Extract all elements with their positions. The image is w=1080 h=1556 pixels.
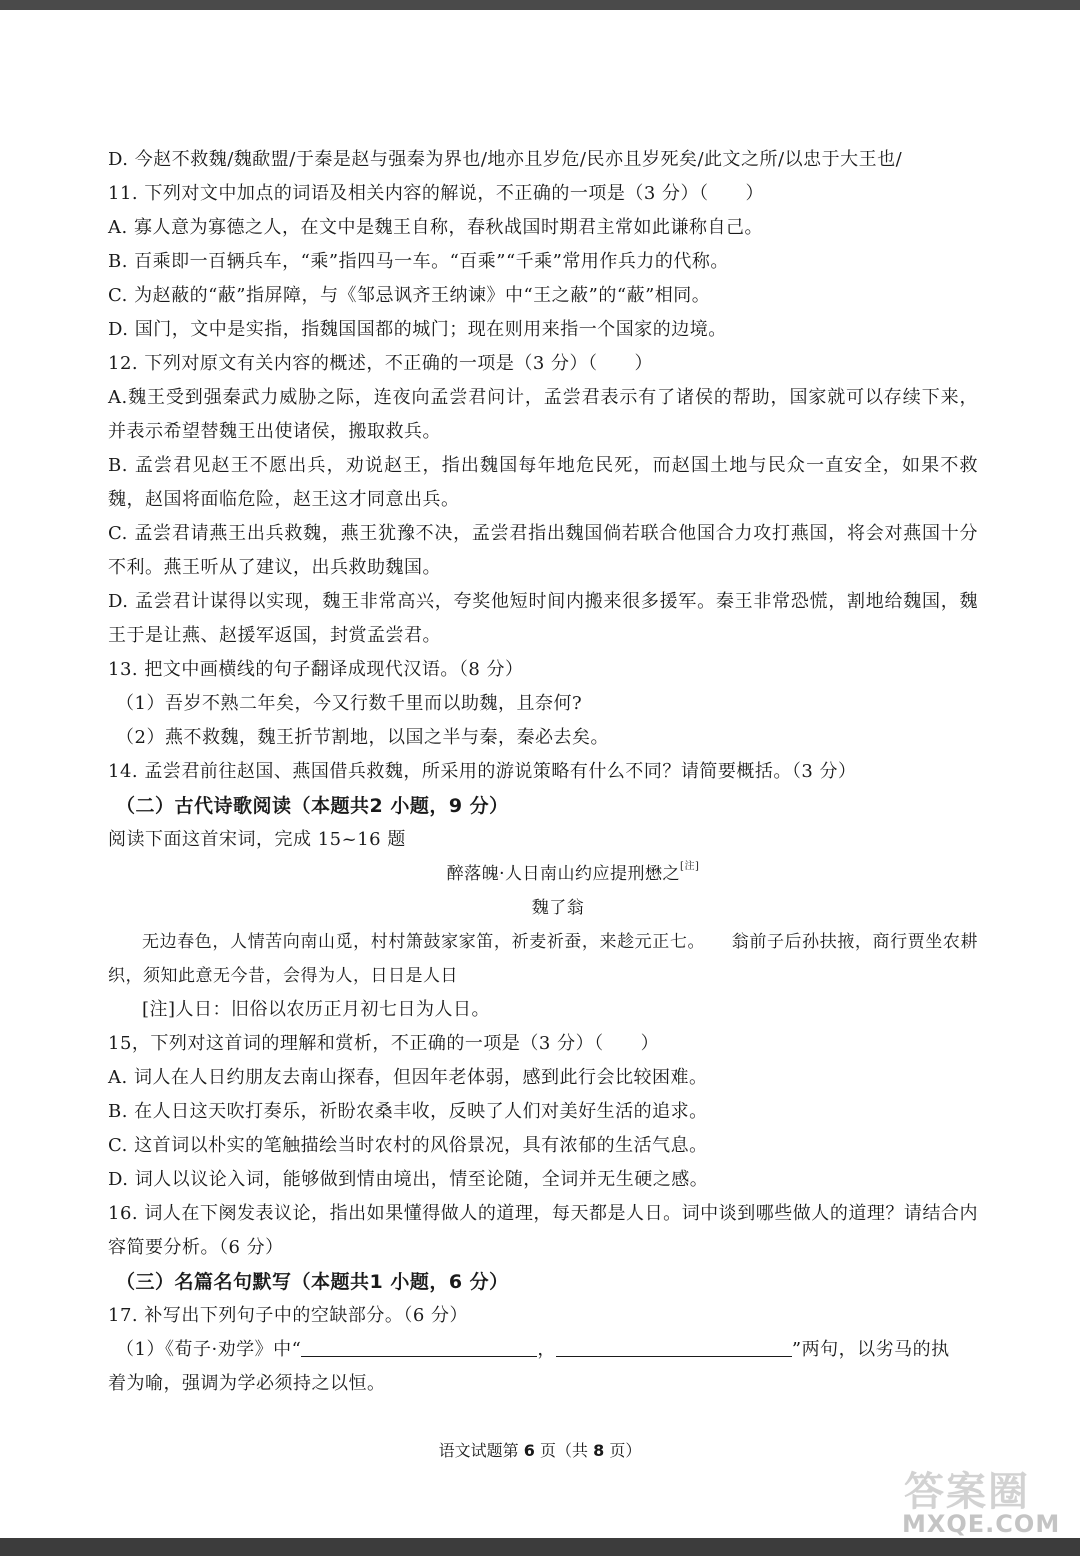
q15-option-a: A. 词人在人日约朋友去南山探春，但因年老体弱，感到此行会比较困难。 [108, 1067, 708, 1088]
footer-page-number: 6 [523, 1441, 535, 1460]
q11-option-b: B. 百乘即一百辆兵车，“乘”指四马一车。“百乘”“千乘”常用作兵力的代称。 [108, 251, 729, 272]
q15-option-c: C. 这首词以朴实的笔触描绘当时农村的风俗景况，具有浓郁的生活气息。 [108, 1135, 708, 1156]
q17-item-1-suffix: ”两句，以劣马的执 [791, 1339, 950, 1360]
q13-item-2: （2）燕不救魏，魏王折节割地，以国之半与秦，秦必去矣。 [116, 727, 609, 748]
q12-option-a: A.魏王受到强秦武力威胁之际，连夜向孟尝君问计，孟尝君表示有了诸侯的帮助，国家就可以存续下来，并表示希望替魏王出使诸侯，搬取救兵。 [108, 387, 978, 442]
q13-item-1: （1）吾岁不熟二年矣，今又行数千里而以助魏，且奈何? [116, 693, 583, 714]
watermark-url: MXQE.COM [902, 1510, 1061, 1538]
q15-stem: 15，下列对这首词的理解和赏析，不正确的一项是（3 分）（ ） [108, 1033, 660, 1054]
answer-blank-2[interactable] [556, 1334, 792, 1357]
q17-stem: 17. 补写出下列句子中的空缺部分。（6 分） [108, 1305, 469, 1326]
bottom-edge-bar [0, 1538, 1080, 1556]
poem-title-text: 醉落魄·人日南山约应提刑懋之 [446, 864, 681, 884]
q12-option-b: B. 孟尝君见赵王不愿出兵，劝说赵王，指出魏国每年地危民死，而赵国土地与民众一直安全，如果不救魏，赵国将面临危险，赵王这才同意出兵。 [108, 455, 978, 510]
footer-suffix: 页） [609, 1441, 642, 1460]
q11-option-a: A. 寡人意为寡德之人，在文中是魏王自称，春秋战国时期君主常如此谦称自己。 [108, 217, 763, 238]
poem-author: 魏了翁 [531, 898, 585, 918]
q17-item-1-continuation: 着为喻，强调为学必须持之以恒。 [108, 1373, 386, 1394]
section-2-intro: 阅读下面这首宋词，完成 15~16 题 [108, 829, 406, 850]
q15-option-d: D. 词人以议论入词，能够做到情由境出，情至论随，全词并无生硬之感。 [108, 1169, 709, 1190]
answer-blank-1[interactable] [301, 1334, 537, 1357]
poem-body: 无边春色，人情苦向南山觅，村村箫鼓家家笛，祈麦祈蚕，来趁元正七。 翁前子后孙扶掖，商行贾坐农耕织，须知此意无今昔，会得为人，日日是人日 [108, 932, 978, 986]
q12-option-d: D. 孟尝君计谋得以实现，魏王非常高兴，夸奖他短时间内搬来很多援军。秦王非常恐慌，割地给魏国，魏王于是让燕、赵援军返国，封赏孟尝君。 [108, 591, 978, 646]
q12-stem: 12. 下列对原文有关内容的概述，不正确的一项是（3 分）（ ） [108, 353, 654, 374]
poem-title [108, 857, 978, 891]
footer-total-pages: 8 [593, 1441, 605, 1460]
q11-option-d: D. 国门，文中是实指，指魏国国都的城门；现在则用来指一个国家的边境。 [108, 319, 727, 340]
poem-note: [注]人日：旧俗以农历正月初七日为人日。 [142, 999, 491, 1020]
q10-option-d: D. 今赵不救魏/魏歃盟/于秦是赵与强秦为界也/地亦且岁危/民亦且岁死矣/此文之所/以忠于大王也/ [108, 149, 903, 170]
section-3-heading: （三）名篇名句默写（本题共1 小题，6 分） [116, 1271, 509, 1293]
q17-item-1 [108, 1333, 978, 1367]
q11-option-c: C. 为赵蔽的“蔽”指屏障，与《邹忌讽齐王纳谏》中“王之蔽”的“蔽”相同。 [108, 285, 711, 306]
q16-stem: 16. 词人在下阕发表议论，指出如果懂得做人的道理，每天都是人日。词中谈到哪些做人的道理？请结合内容简要分析。（6 分） [108, 1203, 978, 1258]
q15-option-b: B. 在人日这天吹打奏乐，祈盼农桑丰收，反映了人们对美好生活的追求。 [108, 1101, 708, 1122]
q12-option-c: C. 孟尝君请燕王出兵救魏，燕王犹豫不决，孟尝君指出魏国倘若联合他国合力攻打燕国，将会对燕国十分不利。燕王听从了建议，出兵救助魏国。 [108, 523, 978, 578]
watermark-logo: 答案圈 [904, 1469, 1030, 1515]
footer-middle: 页（共 [539, 1441, 588, 1460]
q17-item-1-comma: ， [537, 1339, 556, 1360]
q17-item-1-prefix: （1）《荀子·劝学》中“ [116, 1339, 302, 1360]
q11-stem: 11. 下列对文中加点的词语及相关内容的解说，不正确的一项是（3 分）（ ） [108, 183, 765, 204]
exam-page [108, 143, 978, 1401]
top-edge-bar [0, 0, 1080, 10]
watermark [898, 1460, 1078, 1538]
q13-stem: 13. 把文中画横线的句子翻译成现代汉语。（8 分） [108, 659, 524, 680]
section-2-heading: （二）古代诗歌阅读（本题共2 小题，9 分） [116, 795, 509, 817]
q14-stem: 14. 孟尝君前往赵国、燕国借兵救魏，所采用的游说策略有什么不同？请简要概括。（3 分） [108, 761, 857, 782]
footer-prefix: 语文试题第 [438, 1441, 519, 1460]
poem-note-mark: [注] [680, 861, 700, 872]
